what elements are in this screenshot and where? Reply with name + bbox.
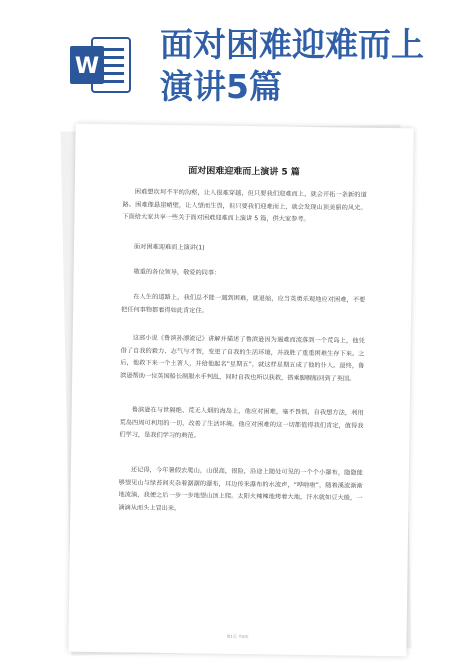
page-footer: 第1页 共8页 xyxy=(226,633,249,640)
paragraph-greeting: 敬重的各位领导，敬爱的同事： xyxy=(133,268,221,277)
paragraph-body-3: 鲁滨逊在与世隔绝、荒无人烟的海岛上，他应对困难，毫不畏惧，自我想方法，利用荒岛四周可利用的一切，改善了生活环境。他应对困难的这一切都值得我们肯定，值得我们学习，是我们学习的典范。 xyxy=(119,406,364,440)
banner xyxy=(0,0,474,115)
banner-title xyxy=(160,24,460,108)
document-title: 面对困难迎难而上演讲 5 篇 xyxy=(188,166,300,178)
word-document-icon xyxy=(68,32,134,98)
paragraph-body-1: 在人生的道路上，我们总不能一遇到困难，就退缩，应当英勇乐观地应对困难，不要把任何事物都看得如此肯定住。 xyxy=(121,293,366,315)
banner-title-line1: 面对困难迎难而上 xyxy=(160,25,424,64)
paragraph-body-4: 还记得，今年暑假去爬山，山很高，很险，沿途上随处可见的一个个小瀑布，隐隐能够望见山与绿苔间夹杂着潺潺的瀑布，耳边传来瀑布的水流声，“哗啦啦”，随着溪流渐渐地流淌，我便之后一步一步地望山顶上爬。太阳火辣辣地烤着大地，汗水就如豆大般，一滴滴从而头上冒出来。 xyxy=(118,466,363,512)
paragraph-body-2: 这部小说《鲁滨孙漂流记》讲解并描述了鲁滨逊因为遇难而流落到一个荒岛上，他凭借了自我的毅力、志气与才智，变更了自我的生活环境，并战胜了重重困难生存下来。之后，他救下来一个土著人，并给他起名“星期五”，就这样星期五成了他的仆人。最终，鲁滨逊帮助一位英国船长制服水手判乱，同时自我也所以获救，搭乘脚艘船回到了英国。 xyxy=(120,334,365,383)
banner-title-line2: 演讲5篇 xyxy=(160,67,282,106)
paragraph-section-heading: 面对困难迎难而上演讲(1) xyxy=(133,243,205,252)
svg-text:W: W xyxy=(74,54,100,79)
document-page xyxy=(68,124,413,657)
paragraph-intro: 困难想坎坷不平的沟壑，让人很难穿越，但只要我们迎难而上，就会开拓一条新的道路。困难像悬崖峭壁，让人望而生畏，但只要我们迎难而上，就会发现山顶美丽的风光。下面给大家共享一些关于面对困难迎难而上演讲 5 篇，供大家参考。 xyxy=(122,188,367,223)
